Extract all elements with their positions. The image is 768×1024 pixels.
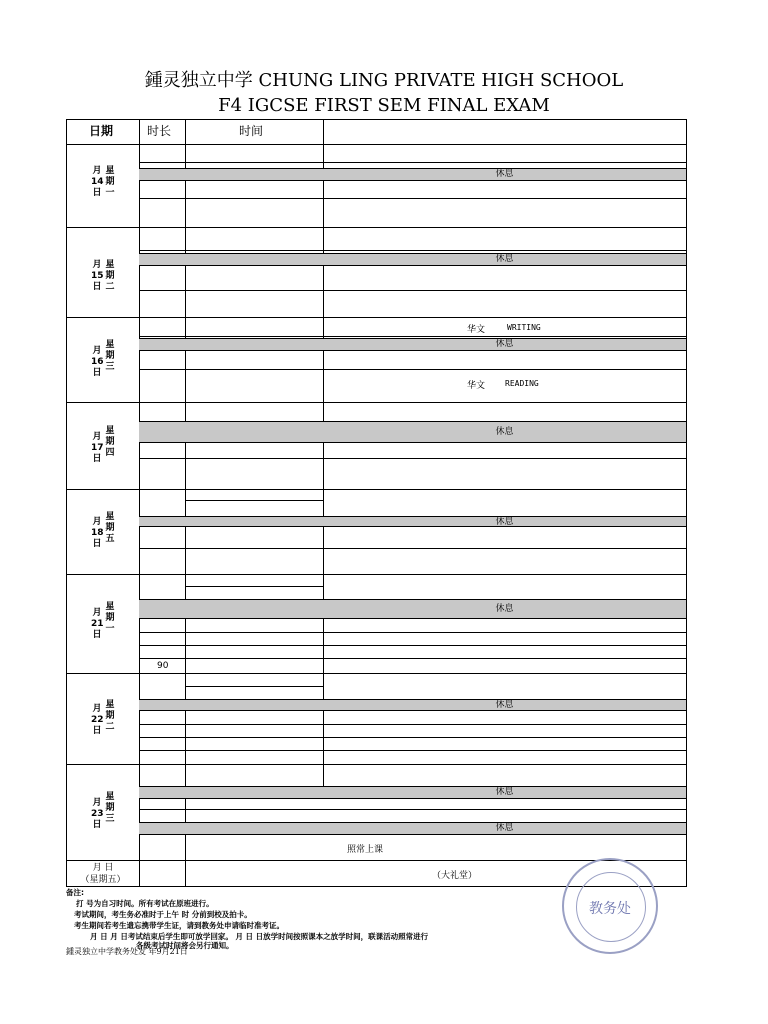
normal-class-text: 照常上课: [347, 845, 384, 855]
exam-timetable: [66, 119, 687, 887]
day3-weekday: 星期三: [105, 340, 115, 372]
last-row-weekday: （星期五）: [80, 875, 126, 885]
note-line: 各级考试时间将会另行通知。: [136, 941, 234, 950]
row-line: [185, 686, 323, 687]
day8-date: 月23日: [91, 798, 104, 830]
day3-date: 月16日: [91, 346, 104, 378]
rest-label: 休息: [495, 339, 514, 349]
day-separator: [67, 227, 686, 228]
row-line: [139, 750, 686, 751]
notes: [66, 887, 428, 951]
day5-date: 月18日: [91, 517, 104, 549]
day1-weekday: 星期一: [105, 166, 115, 198]
day4-date: 月17日: [91, 432, 104, 464]
row-line: [67, 144, 686, 145]
rest-label: 休息: [495, 823, 514, 833]
header-duration: 时长: [147, 124, 172, 138]
row-line: [139, 290, 686, 291]
day6-date: 月21日: [91, 608, 104, 640]
day6-weekday: 星期一: [105, 602, 115, 634]
row-line: [139, 336, 686, 337]
duration-value: 90: [157, 661, 169, 671]
seal-text: 教务处: [589, 901, 631, 917]
row-line: [139, 162, 686, 163]
day5-weekday: 星期五: [105, 512, 115, 544]
school-seal: [562, 858, 658, 954]
day-separator: [67, 673, 686, 674]
row-line: [139, 250, 686, 251]
rest-label: 休息: [495, 254, 514, 264]
row-line: [139, 198, 686, 199]
footer-issuer: 鍾灵独立中学教务处发 年9月21日: [66, 947, 188, 956]
rest-label: 休息: [495, 787, 514, 797]
day-separator: [67, 402, 686, 403]
note-line: 月 日 月 日考试结束后学生即可放学回家。 月 日 日放学时间按照课本之放学时间，联课活动照常进行: [90, 932, 429, 941]
subject-reading-cn: 华文: [467, 381, 486, 391]
row-line: [139, 724, 686, 725]
row-line: [185, 500, 323, 501]
last-row-date: 月 日: [92, 863, 114, 873]
col-divider: [323, 120, 324, 791]
exam-title: F4 IGCSE FIRST SEM FINAL EXAM: [218, 95, 550, 116]
row-line: [139, 632, 686, 633]
day-separator: [67, 764, 686, 765]
row-line: [139, 658, 686, 659]
row-line: [185, 586, 323, 587]
day7-date: 月22日: [91, 704, 104, 736]
day4-weekday: 星期四: [105, 426, 115, 458]
row-line: [139, 809, 686, 810]
day-separator: [67, 574, 686, 575]
header-date: 日期: [89, 124, 114, 138]
col-divider: [185, 120, 186, 886]
row-line: [139, 548, 686, 549]
rest-label: 休息: [495, 517, 514, 527]
note-line: 打 号为自习时间。所有考试在原班进行。: [76, 899, 214, 908]
note-line: 考试期间，考生务必准时于上午 时 分前到校及拍卡。: [74, 910, 252, 919]
col-divider: [139, 120, 140, 886]
row-line: [139, 458, 686, 459]
day7-weekday: 星期二: [105, 700, 115, 732]
rest-label: 休息: [495, 427, 514, 437]
notes-heading: 备注:: [66, 888, 84, 897]
row-line: [139, 737, 686, 738]
day2-weekday: 星期二: [105, 260, 115, 292]
note-line: 考生期间若考生遗忘携带学生证，请到教务处申请临时准考证。: [74, 921, 284, 930]
subject-reading-en: READING: [505, 379, 539, 388]
header-time: 时间: [239, 124, 264, 138]
day2-date: 月15日: [91, 260, 104, 292]
row-line: [139, 645, 686, 646]
rest-label: 休息: [495, 604, 514, 614]
subject-writing-en: WRITING: [507, 323, 541, 332]
day1-date: 月14日: [91, 166, 104, 198]
venue-text: （大礼堂）: [432, 871, 478, 881]
day8-weekday: 星期三: [105, 792, 115, 824]
day-separator: [67, 489, 686, 490]
subject-writing-cn: 华文: [467, 325, 486, 335]
row-line: [139, 369, 686, 370]
school-title: 鍾灵独立中学 CHUNG LING PRIVATE HIGH SCHOOL: [144, 70, 624, 91]
day-separator: [67, 317, 686, 318]
rest-label: 休息: [495, 700, 514, 710]
rest-label: 休息: [495, 169, 514, 179]
